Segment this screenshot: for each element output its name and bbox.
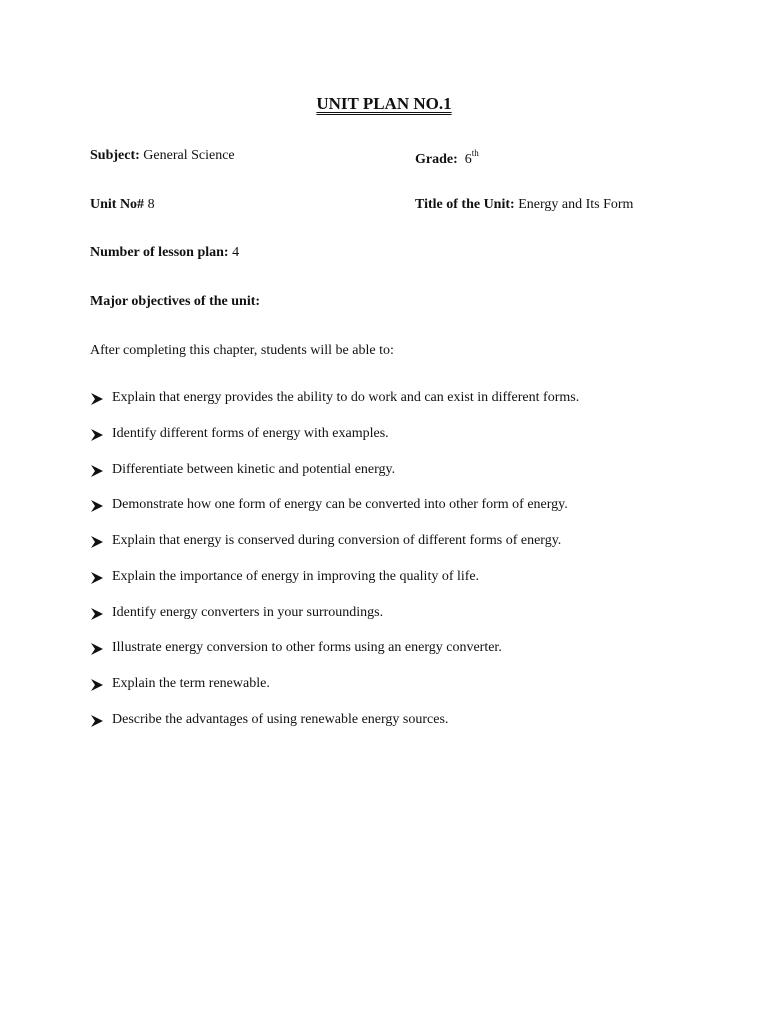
objective-text: Identify energy converters in your surroundings. [112, 604, 384, 620]
arrowhead-bullet-icon [90, 571, 112, 585]
list-item [90, 390, 579, 426]
subject-label: Subject: [90, 148, 140, 163]
objective-text: Explain the term renewable. [112, 676, 270, 691]
intro-text: After completing this chapter, students will be able to: [90, 343, 394, 358]
arrowhead-bullet-icon [90, 499, 112, 513]
subject-field [90, 148, 235, 164]
list-item [90, 712, 579, 748]
arrowhead-bullet-icon [90, 642, 112, 656]
objective-text: Differentiate between kinetic and potential energy. [112, 461, 396, 477]
arrowhead-bullet-icon [90, 392, 112, 406]
unit-title-label: Title of the Unit: [415, 197, 515, 212]
objective-text: Describe the advantages of using renewable energy sources. [112, 711, 449, 727]
lesson-count-field [90, 245, 239, 261]
arrowhead-bullet-icon [90, 428, 112, 442]
objective-text: Identify different forms of energy with examples. [112, 425, 389, 441]
subject-value: General Science [143, 148, 235, 163]
objective-text: Explain that energy is conserved during conversion of different forms of energy. [112, 533, 562, 548]
unit-title-value: Energy and Its Form [518, 197, 634, 212]
grade-field [415, 148, 479, 168]
arrowhead-bullet-icon [90, 607, 112, 621]
list-item [90, 640, 579, 676]
objective-text: Explain that energy provides the ability to do work and can exist in different forms. [112, 390, 580, 405]
list-item [90, 533, 579, 569]
list-item [90, 497, 579, 533]
grade-suffix: th [471, 148, 479, 158]
objectives-list [90, 390, 579, 748]
list-item [90, 569, 579, 605]
list-item [90, 676, 579, 712]
list-item [90, 462, 579, 498]
grade-label: Grade: [415, 152, 458, 167]
unit-number-value: 8 [147, 197, 155, 212]
lesson-count-value: 4 [232, 245, 240, 260]
arrowhead-bullet-icon [90, 714, 112, 728]
objectives-heading: Major objectives of the unit: [90, 294, 261, 309]
objective-text: Demonstrate how one form of energy can be converted into other form of energy. [112, 497, 568, 513]
arrowhead-bullet-icon [90, 678, 112, 692]
unit-number-field [90, 197, 155, 213]
lesson-count-label: Number of lesson plan: [90, 245, 229, 260]
arrowhead-bullet-icon [90, 464, 112, 478]
grade-value: 6 [464, 152, 472, 167]
list-item [90, 605, 579, 641]
unit-number-label: Unit No# [90, 197, 145, 212]
arrowhead-bullet-icon [90, 535, 112, 549]
unit-title-field [415, 197, 633, 213]
list-item [90, 426, 579, 462]
objective-text: Explain the importance of energy in improving the quality of life. [112, 568, 480, 584]
objective-text: Illustrate energy conversion to other forms using an energy converter. [112, 640, 502, 656]
page-title: UNIT PLAN NO.1 [316, 94, 452, 113]
